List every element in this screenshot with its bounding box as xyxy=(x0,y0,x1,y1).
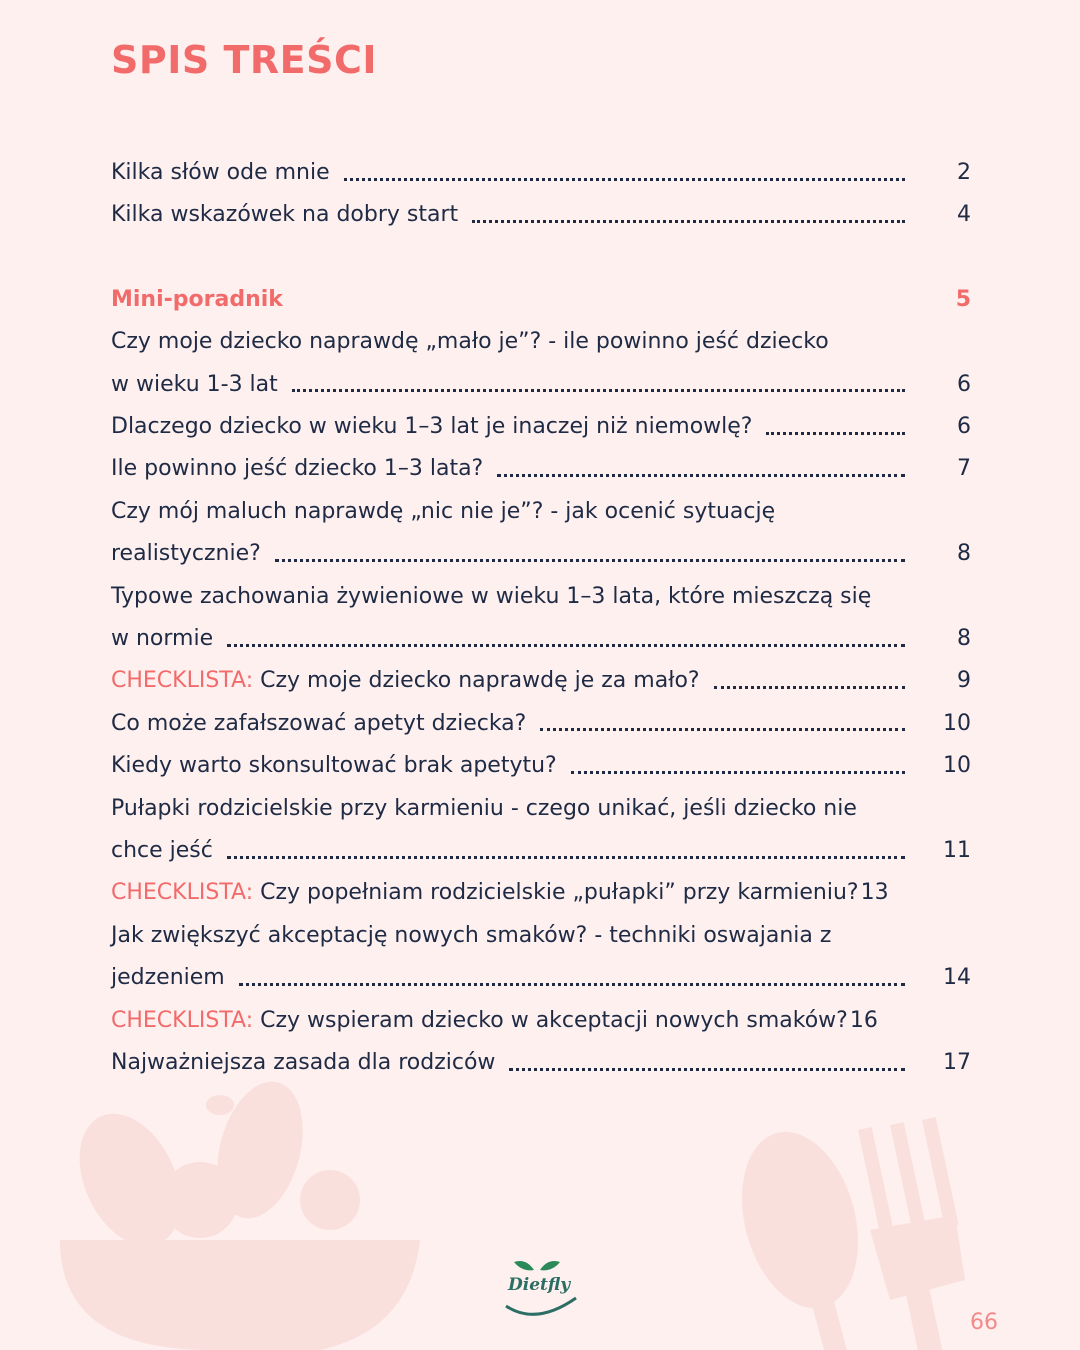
toc-entry-text: Dlaczego dziecko w wieku 1–3 lat je inaczej niż niemowlę? xyxy=(111,414,753,439)
toc-entry-title xyxy=(111,194,458,236)
toc-entry-title xyxy=(111,152,330,194)
toc-entry-title xyxy=(111,406,752,448)
toc-entry-text: w wieku 1-3 lat xyxy=(111,371,278,397)
toc-page-number: 8 xyxy=(957,541,971,567)
toc-entry-text: Jak zwiększyć akceptację nowych smaków? - techniki oswajania z xyxy=(111,922,832,948)
toc-page-number: 6 xyxy=(957,371,971,397)
toc-entry[interactable] xyxy=(111,703,971,745)
toc-entry[interactable] xyxy=(111,364,971,406)
toc-entry-title xyxy=(111,1042,495,1084)
toc-entry-title xyxy=(111,660,700,702)
toc-entry-text: Typowe zachowania żywieniowe w wieku 1–3 lata, które mieszczą się xyxy=(111,583,872,609)
toc-entry-text: Kilka słów ode mnie xyxy=(111,160,330,185)
toc-entry[interactable] xyxy=(111,152,971,194)
logo-text: Dietfly xyxy=(508,1275,571,1295)
toc-entry[interactable] xyxy=(111,491,971,533)
dot-leader xyxy=(509,1068,905,1071)
dot-leader xyxy=(571,771,905,774)
page-number: 66 xyxy=(970,1310,998,1335)
checklist-label: CHECKLISTA: xyxy=(111,1007,254,1033)
checklist-label: CHECKLISTA: xyxy=(111,668,254,694)
toc-page-number: 5 xyxy=(955,286,971,312)
toc-entry-text: Czy moje dziecko naprawdę je za mało? xyxy=(253,668,700,694)
toc-entry-title xyxy=(111,576,871,618)
checklist-label: CHECKLISTA: xyxy=(111,880,254,906)
toc-entry[interactable] xyxy=(111,406,971,448)
toc-entry[interactable] xyxy=(111,788,971,830)
toc-page-number: 8 xyxy=(957,626,971,651)
toc-entry-title xyxy=(111,533,261,575)
toc-entry[interactable] xyxy=(111,448,971,490)
dot-leader xyxy=(714,686,905,689)
toc-entry-text: Kilka wskazówek na dobry start xyxy=(111,202,459,228)
toc-entry-title xyxy=(111,788,857,830)
dot-leader xyxy=(227,856,905,859)
toc-page-number: 4 xyxy=(957,202,971,228)
toc-entry-text: Mini-poradnik xyxy=(111,286,283,312)
toc-page-number: 11 xyxy=(943,838,971,863)
toc-page-number: 14 xyxy=(943,965,971,991)
toc-entry[interactable] xyxy=(111,321,971,363)
toc-page-number: 6 xyxy=(957,414,971,439)
toc-entry-text: Co może zafałszować apetyt dziecka? xyxy=(111,710,527,736)
toc-entry-text: Czy wspieram dziecko w akceptacji nowych smaków? xyxy=(253,1007,848,1033)
toc-entry[interactable] xyxy=(111,576,971,618)
dot-leader xyxy=(292,389,905,392)
toc-page-number: 10 xyxy=(943,753,971,779)
dot-leader xyxy=(540,728,905,731)
toc-entry-text: Najważniejsza zasada dla rodziców xyxy=(111,1050,496,1075)
toc-entry-text: w normie xyxy=(111,626,214,651)
toc-entry[interactable] xyxy=(111,1042,971,1084)
toc-entry[interactable] xyxy=(111,660,971,702)
toc-entry-text: Pułapki rodzicielskie przy karmieniu - czego unikać, jeśli dziecko nie xyxy=(111,795,857,821)
toc-entry-title xyxy=(111,321,829,363)
toc-entry-text: jedzeniem xyxy=(111,965,225,991)
dot-leader xyxy=(344,178,905,181)
toc-entry[interactable] xyxy=(111,618,971,660)
toc-entry-title xyxy=(111,915,831,957)
toc-entry-title xyxy=(111,491,775,533)
toc-entry[interactable] xyxy=(111,830,971,872)
toc-entry[interactable] xyxy=(111,533,971,575)
toc-entry-title xyxy=(111,279,283,321)
toc-entry-text: Czy popełniam rodzicielskie „pułapki” przy karmieniu? xyxy=(253,880,859,906)
toc-entry-title xyxy=(111,364,278,406)
toc-entry[interactable] xyxy=(111,745,971,787)
toc-entry[interactable] xyxy=(111,915,971,957)
toc-entry-title xyxy=(111,618,213,660)
toc-page-number: 10 xyxy=(943,710,971,736)
toc-entry-title xyxy=(111,703,526,745)
dot-leader xyxy=(239,983,905,986)
toc-entry-text: Czy mój maluch naprawdę „nic nie je”? - jak ocenić sytuację xyxy=(111,498,776,524)
toc-page-number: 17 xyxy=(943,1050,971,1075)
toc-entry[interactable] xyxy=(111,872,971,914)
toc-entry-text: Kiedy warto skonsultować brak apetytu? xyxy=(111,753,557,779)
toc-entry-title xyxy=(111,957,225,999)
toc-entry[interactable] xyxy=(111,957,971,999)
toc-entry-title xyxy=(111,745,557,787)
dot-leader xyxy=(275,559,905,562)
toc-page-number: 16 xyxy=(849,1007,878,1033)
toc-page-number: 2 xyxy=(957,160,971,185)
toc-page-number: 13 xyxy=(860,880,889,906)
dot-leader xyxy=(766,432,905,435)
dot-leader xyxy=(497,474,905,477)
toc-entry-title xyxy=(111,448,483,490)
toc-entry-title xyxy=(111,830,213,872)
dot-leader xyxy=(472,220,905,223)
toc-section-heading[interactable] xyxy=(111,279,971,321)
toc-entry-text: chce jeść xyxy=(111,838,213,863)
toc-entry-text: realistycznie? xyxy=(111,541,261,567)
page-title: SPIS TREŚCI xyxy=(111,38,377,82)
toc-entry[interactable] xyxy=(111,194,971,236)
toc-entry[interactable] xyxy=(111,1000,971,1042)
toc-entry-title xyxy=(111,872,859,914)
toc-page-number: 7 xyxy=(957,456,971,482)
dot-leader xyxy=(227,644,905,647)
toc-page-number: 9 xyxy=(957,668,971,694)
toc-entry-title xyxy=(111,1000,848,1042)
toc-entry-text: Czy moje dziecko naprawdę „mało je”? - ile powinno jeść dziecko xyxy=(111,329,829,355)
toc-entry-text: Ile powinno jeść dziecko 1–3 lata? xyxy=(111,456,484,482)
